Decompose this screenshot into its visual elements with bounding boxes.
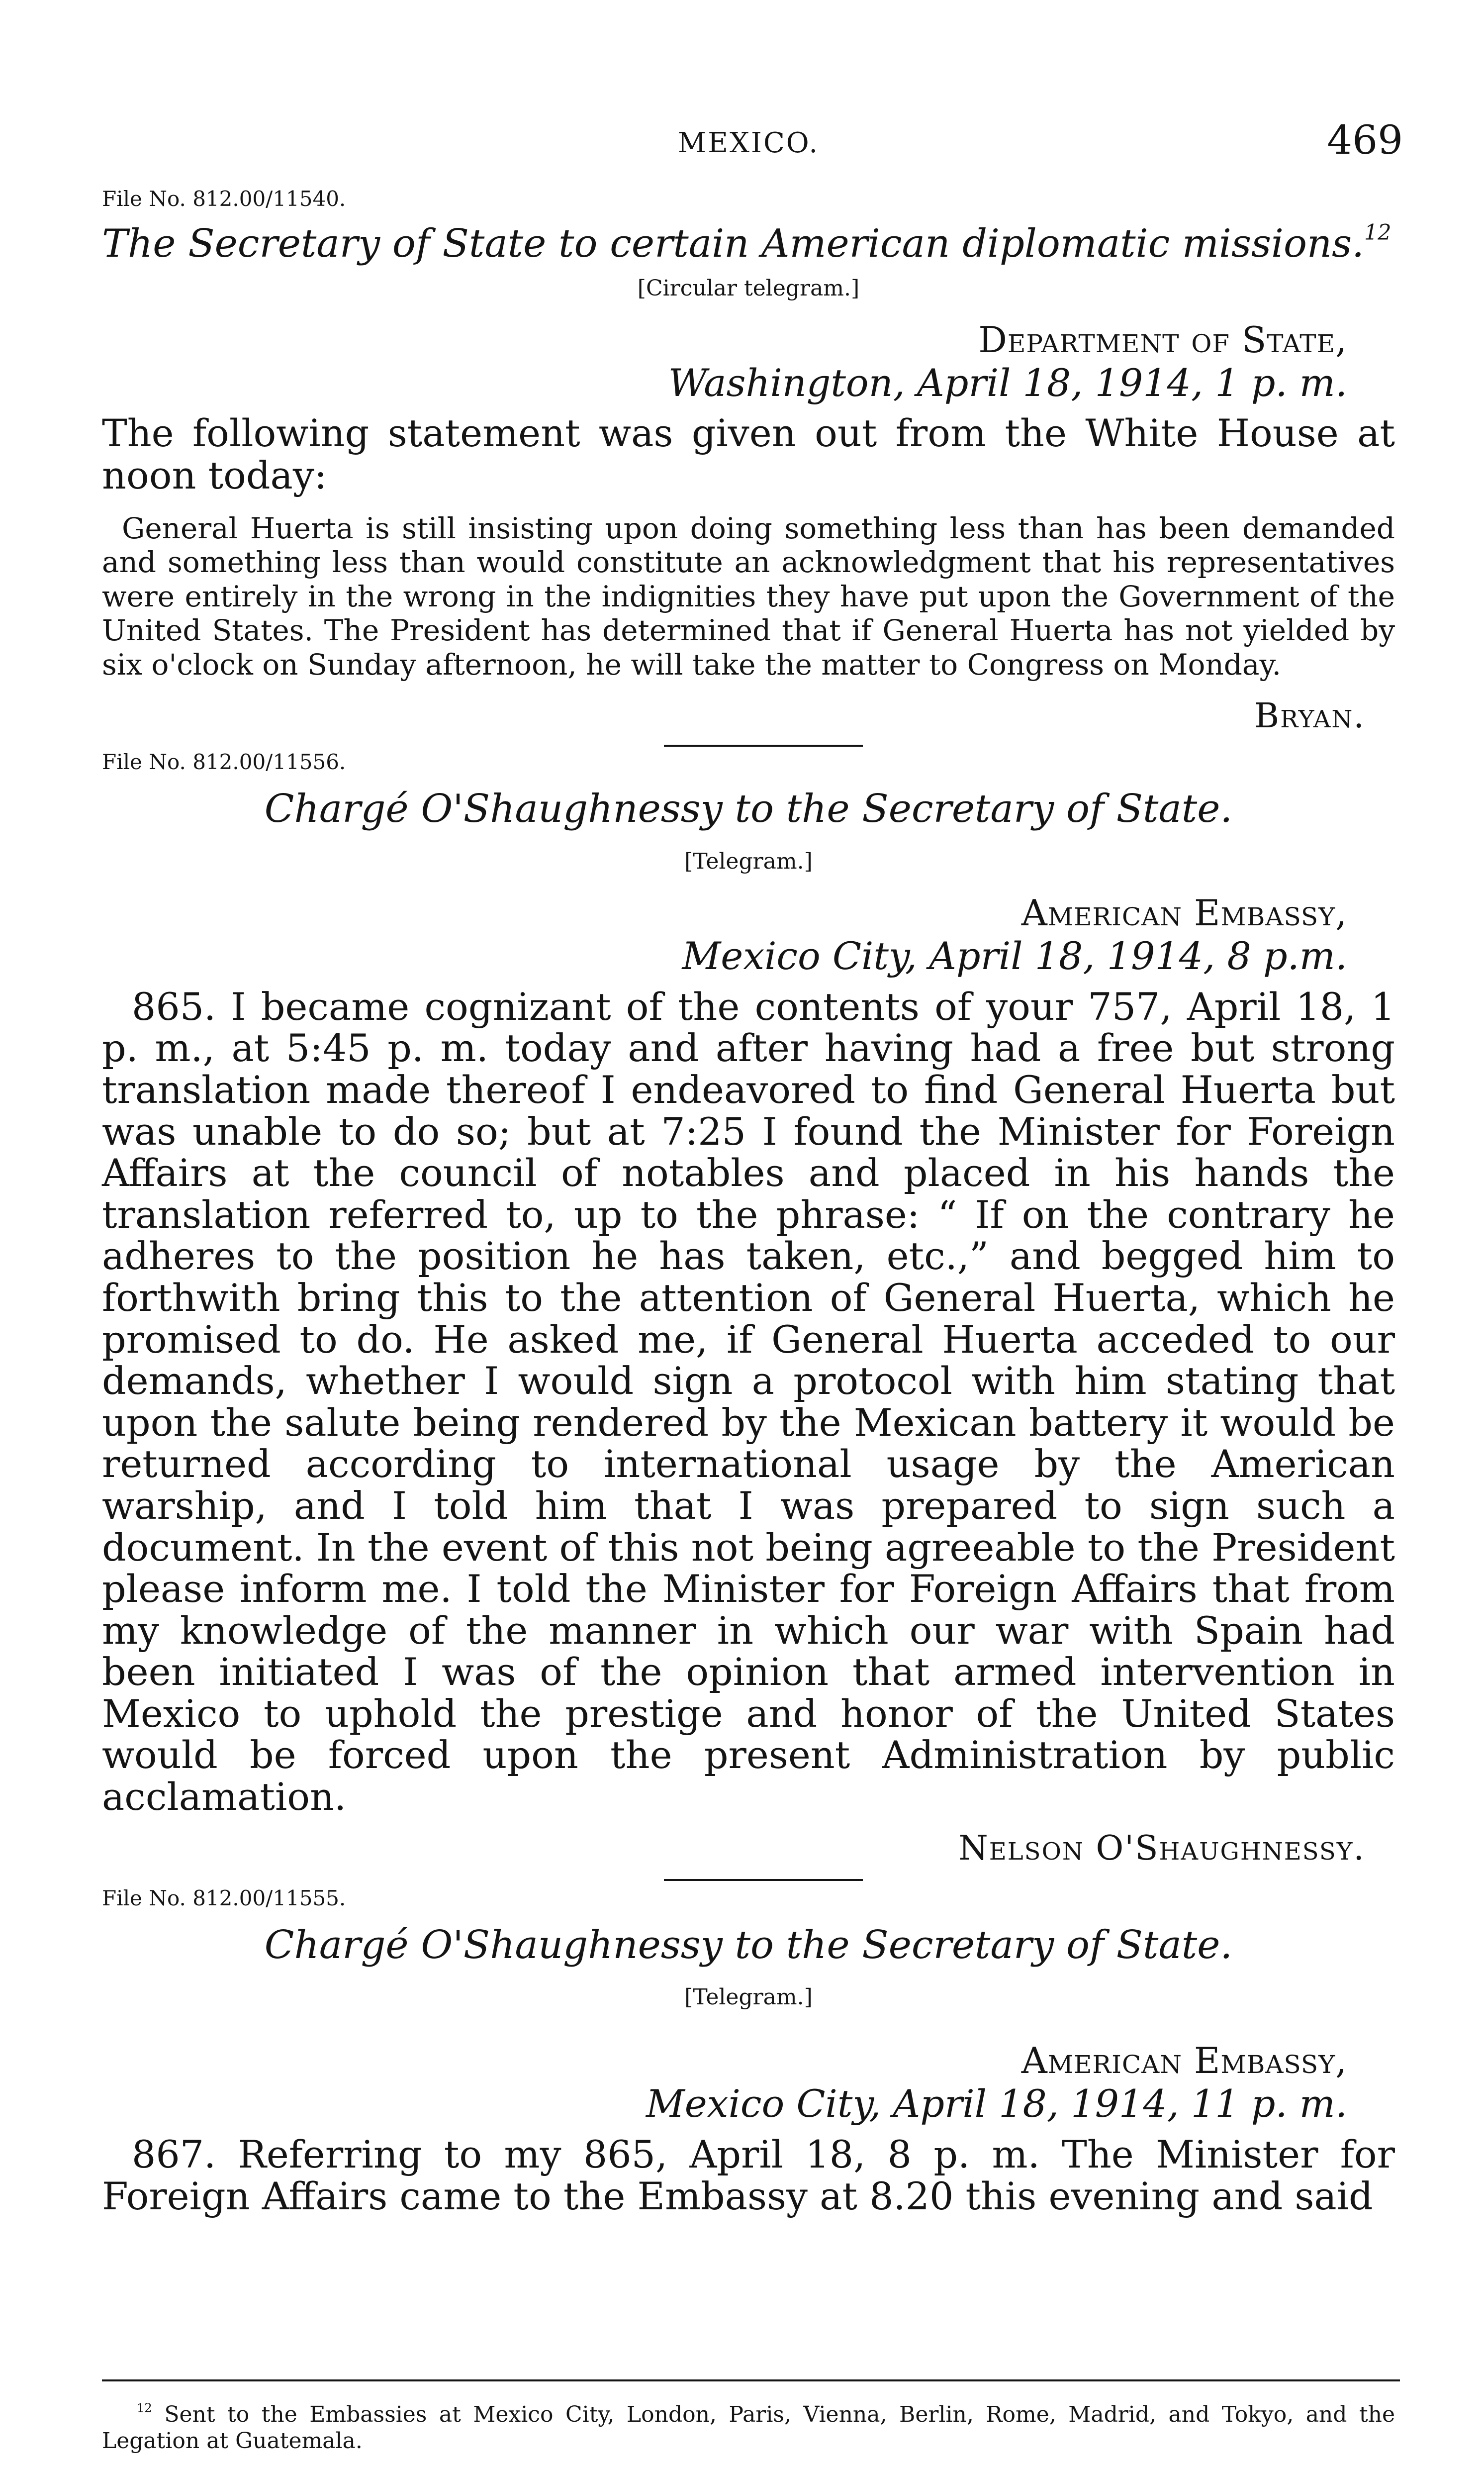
sender-name: American Embassy, (1021, 2040, 1347, 2082)
document-page (102, 117, 1403, 2454)
file-number: File No. 812.00/11555. (102, 1885, 346, 1910)
place-date: Washington, April 18, 1914, 1 p. m. (668, 360, 1347, 405)
sender-name: Department of State, (978, 318, 1347, 361)
telegram-type: [Telegram.] (684, 848, 813, 874)
running-title: MEXICO. (677, 127, 820, 159)
section-divider (664, 745, 863, 747)
running-head (102, 117, 1403, 167)
section-divider (664, 1879, 863, 1881)
sender-name: American Embassy, (1021, 891, 1347, 934)
document-heading: Chargé O'Shaughnessy to the Secretary of State. (264, 787, 1233, 832)
file-number: File No. 812.00/11556. (102, 750, 346, 775)
file-number: File No. 812.00/11540. (102, 187, 346, 211)
place-date: Mexico City, April 18, 1914, 8 p.m. (682, 933, 1347, 978)
document-heading: Chargé O'Shaughnessy to the Secretary of State. (264, 1922, 1233, 1968)
footnote-divider (102, 2379, 1400, 2381)
sender-block (102, 319, 1395, 405)
page-number: 469 (1327, 117, 1403, 163)
heading-text: The Secretary of State to certain American diplomatic missions. (102, 221, 1364, 266)
footnote (102, 2402, 1395, 2455)
telegram-body: 865. I became cognizant of the contents of your 757, April 18, 1 p. m., at 5:45 p. m. today and after having had a free but strong translation made thereof I endeavored to find General Huerta but was unable to do so; but at 7:25 I found the Minister for Foreign Affairs at the council of notables and placed in his hands the translation referred to, up to the phrase: “ If on the contrary he adheres to the position he has taken, etc.,” and begged him to forthwith bring this to the attention of General Huerta, which he promised to do. He asked me, if General Huerta acceded to our demands, whether I would sign a protocol with him stating that upon the salute being rendered by the Mexican battery it would be returned according to international usage by the American warship, and I told him that I was prepared to sign such a document. In the event of this not being agreeable to the President please inform me. I told the Minister for Foreign Affairs that from my knowledge of the manner in which our war with Spain had been initiated I was of the opinion that armed intervention in Mexico to uphold the prestige and honor of the United States would be forced upon the present Administration by public acclamation. (102, 984, 1395, 1819)
footnote-text: Sent to the Embassies at Mexico City, London, Paris, Vienna, Berlin, Rome, Madrid, and Tokyo, and the Legation at Guatemala. (102, 2402, 1395, 2454)
footnote-reference: 12 (1364, 220, 1391, 245)
sender-block (102, 2040, 1395, 2126)
lead-paragraph: The following statement was given out from the White House at noon today: (102, 410, 1395, 497)
signature: Bryan. (1254, 696, 1365, 736)
telegram-type: [Circular telegram.] (637, 275, 860, 301)
quoted-statement: General Huerta is still insisting upon doing something less than has been demanded and something less than would constitute an acknowledgment that his representatives were entirely in the wrong in the indignities they have put upon the Government of the United States. The President has determined that if General Huerta has not yielded by six o'clock on Sunday afternoon, he will take the matter to Congress on Monday. (102, 511, 1395, 682)
sender-block (102, 892, 1395, 978)
telegram-type: [Telegram.] (684, 1984, 813, 2010)
signature: Nelson O'Shaughnessy. (958, 1828, 1365, 1868)
telegram-body: 867. Referring to my 865, April 18, 8 p. m. The Minister for Foreign Affairs came to the Embassy at 8.20 this evening and said (102, 2132, 1395, 2218)
place-date: Mexico City, April 18, 1914, 11 p. m. (646, 2081, 1347, 2126)
footnote-marker: 12 (137, 2401, 152, 2415)
document-heading (102, 222, 1395, 267)
